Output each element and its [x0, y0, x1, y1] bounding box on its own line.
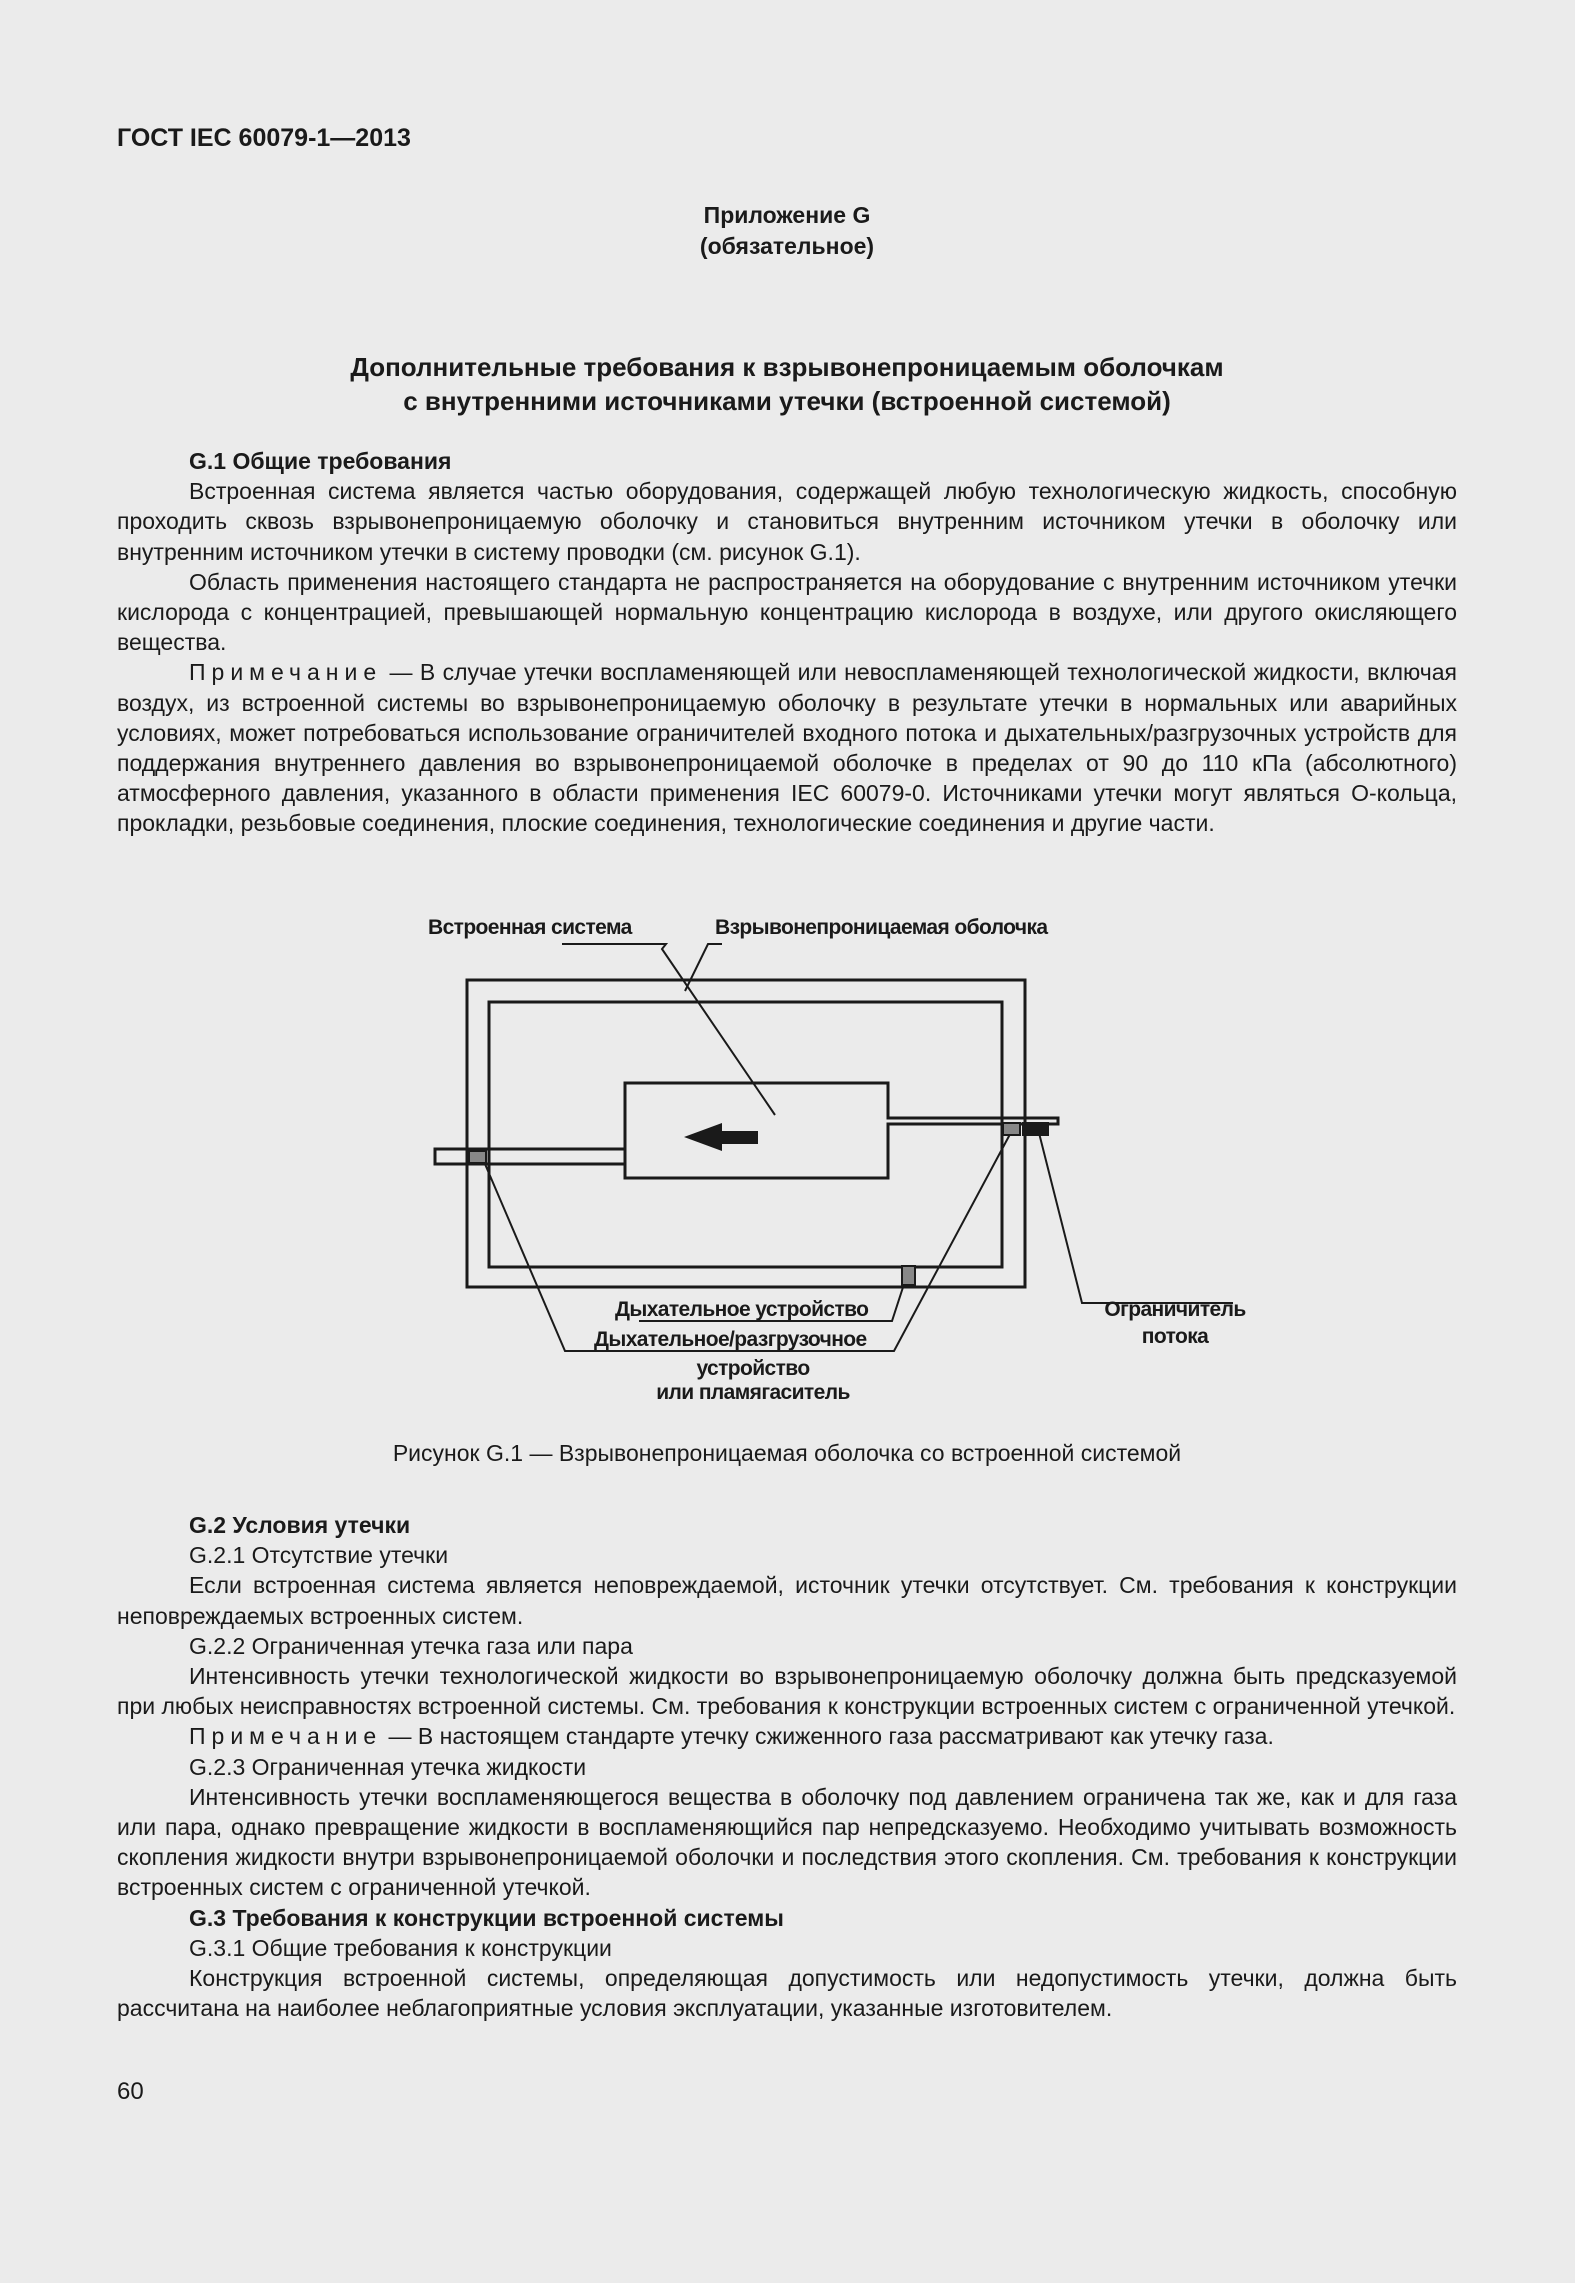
- label-flow-restrictor-1: Ограничитель: [1104, 1298, 1246, 1321]
- title-line-1: Дополнительные требования к взрывонепроницаемым оболочкам: [350, 352, 1224, 382]
- g3-1-paragraph: Конструкция встроенной системы, определяющая допустимость или недопустимость утечки, должна быть рассчитана на наиболее неблагоприятные условия эксплуатации, указанные изготовителем.: [117, 1965, 1457, 2022]
- breather-left: [469, 1151, 486, 1163]
- g1-note: [117, 657, 1457, 838]
- g2-1-paragraph: Если встроенная система является неповреждаемой, источник утечки отсутствует. См. требования к конструкции неповреждаемых встроенных систем.: [117, 1572, 1457, 1629]
- breather-bottom: [902, 1266, 915, 1285]
- breather-right: [1003, 1123, 1020, 1135]
- section-g1: [117, 446, 1457, 839]
- label-breather: Дыхательное устройство: [615, 1298, 869, 1321]
- g1-paragraph-1: Встроенная система является частью оборудования, содержащей любую технологическую жидкость, способную проходить сквозь взрывонепроницаемую оболочку и становиться внутренним источником утечки в оболочку или внутренним источником утечки в систему проводки (см. рисунок G.1).: [117, 478, 1457, 565]
- g2-3-heading: G.2.3 Ограниченная утечка жидкости: [189, 1753, 587, 1780]
- g2-heading: G.2 Условия утечки: [189, 1512, 411, 1538]
- annex-type: (обязательное): [699, 233, 875, 259]
- flow-restrictor: [1022, 1122, 1049, 1136]
- g2-1-heading: G.2.1 Отсутствие утечки: [189, 1542, 449, 1569]
- label-flow-restrictor-2: потока: [1141, 1325, 1209, 1348]
- label-breather-drain-2: устройство: [696, 1357, 810, 1380]
- g2-note: [117, 1721, 1457, 1751]
- g3-heading: G.3 Требования к конструкции встроенной системы: [189, 1904, 784, 1931]
- g1-heading: G.1 Общие требования: [189, 448, 452, 474]
- annex-main-title: [117, 350, 1457, 418]
- note-text: — В случае утечки воспламеняющей или невоспламеняющей технологической жидкости, включая воздух, из встроенной системы во взрывонепроницаемую оболочку в результате утечки в нормальных или аварийных условиях, может потребоваться использование ограничителей входного потока и дыхательных/разгрузочных устройств для поддержания внутреннего давления во взрывонепроницаемой оболочке в пределах от 90 до 110 кПа (абсолютного) атмосферного давления, указанного в области применения IEC 60079-0. Источниками утечки могут являться О-кольца, прокладки, резьбовые соединения, плоские соединения, технологические соединения и другие части.: [117, 659, 1458, 837]
- leader-enclosure: [685, 944, 722, 991]
- figure-g1: [420, 905, 1280, 1425]
- page-number: 60: [117, 2078, 144, 2105]
- document-header: ГОСТ IEC 60079-1—2013: [117, 124, 411, 152]
- leader-builtin: [562, 944, 775, 1115]
- flow-arrow: [684, 1123, 758, 1151]
- g2-2-paragraph: Интенсивность утечки технологической жидкости во взрывонепроницаемую оболочку должна быть предсказуемой при любых неисправностях встроенной системы. См. требования к конструкции встроенных систем с ограниченной утечкой.: [117, 1663, 1457, 1720]
- note-label: Примечание: [189, 1723, 383, 1750]
- annex-title: Приложение G: [703, 202, 871, 228]
- label-builtin-system: Встроенная система: [428, 916, 632, 939]
- note-label: Примечание: [189, 659, 383, 686]
- leader-flow: [1037, 1125, 1233, 1303]
- note-text: — В настоящем стандарте утечку сжиженного газа рассматривают как утечку газа.: [388, 1723, 1274, 1750]
- label-breather-drain-3: или пламягаситель: [656, 1381, 850, 1404]
- annex-heading: [117, 200, 1457, 262]
- title-line-2: с внутренними источниками утечки (встроенной системой): [403, 386, 1171, 416]
- label-enclosure: Взрывонепроницаемая оболочка: [715, 916, 1048, 939]
- label-breather-drain-1: Дыхательное/разгрузочное: [594, 1328, 867, 1351]
- g1-paragraph-2: Область применения настоящего стандарта не распространяется на оборудование с внутренним источником утечки кислорода с концентрацией, превышающей нормальную концентрацию кислорода в воздухе, или другого окисляющего вещества.: [117, 568, 1457, 656]
- figure-caption: Рисунок G.1 — Взрывонепроницаемая оболочка со встроенной системой: [392, 1440, 1182, 1466]
- g2-2-heading: G.2.2 Ограниченная утечка газа или пара: [189, 1632, 633, 1659]
- g2-3-paragraph: Интенсивность утечки воспламеняющегося вещества в оболочку под давлением ограничена так же, как и для газа или пара, однако превращение жидкости в воспламеняющийся пар непредсказуемо. Необходимо учитывать возможность скопления жидкости внутри взрывонепроницаемой оболочки и последствия этого скопления. См. требования к конструкции встроенных систем с ограниченной утечкой.: [117, 1783, 1457, 1901]
- builtin-system-outline: [435, 1083, 1058, 1178]
- g3-1-heading: G.3.1 Общие требования к конструкции: [189, 1934, 612, 1961]
- section-g2-g3: [117, 1510, 1457, 2023]
